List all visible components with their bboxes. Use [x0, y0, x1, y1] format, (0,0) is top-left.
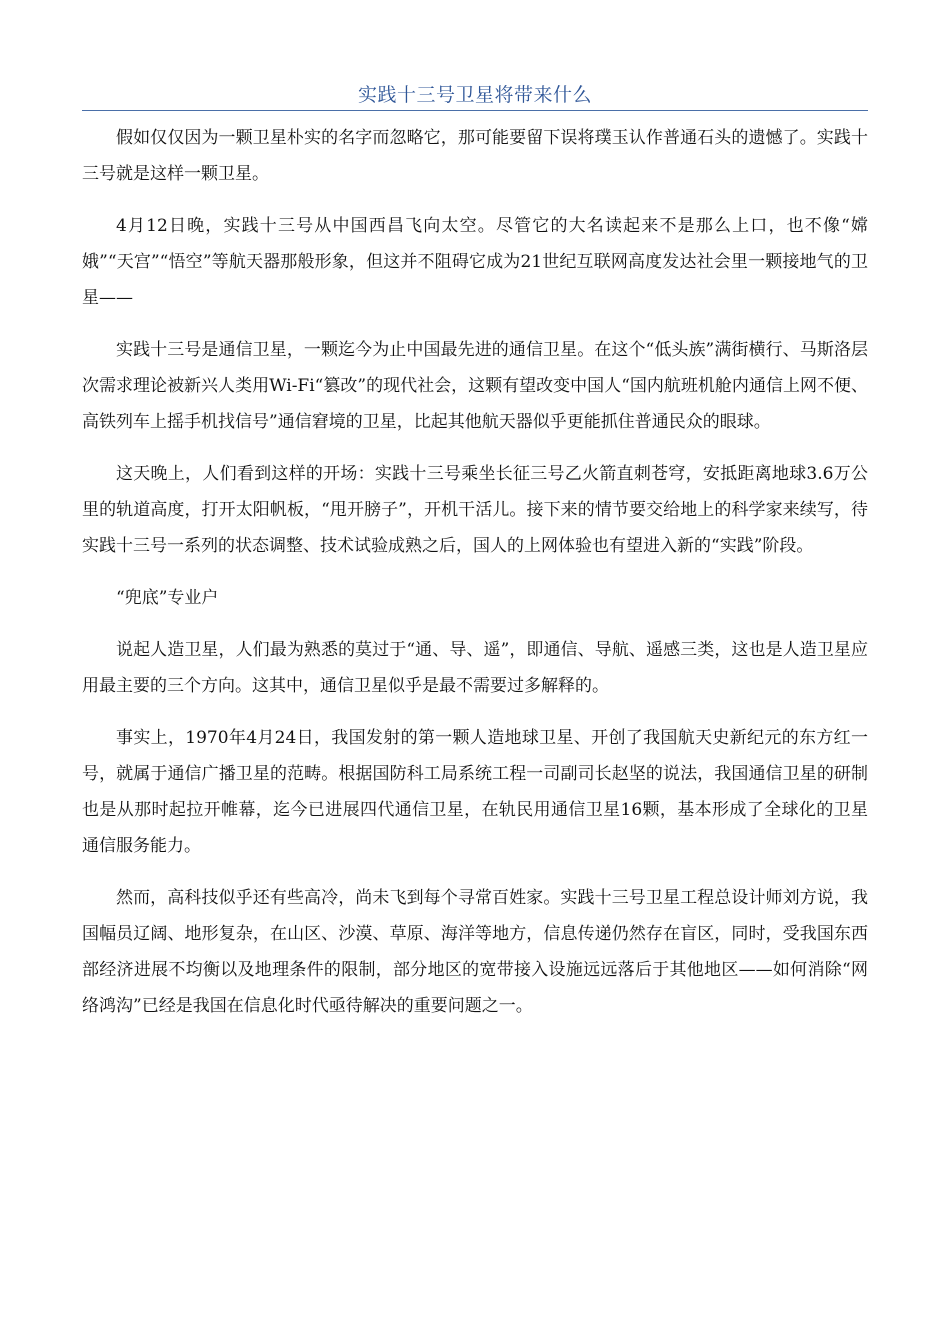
- document-body: [82, 120, 868, 1040]
- paragraph-5: 说起人造卫星，人们最为熟悉的莫过于“通、导、遥”，即通信、导航、遥感三类，这也是人造卫星应用最主要的三个方向。这其中，通信卫星似乎是最不需要过多解释的。: [82, 640, 868, 696]
- paragraph-2: 4月12日晚，实践十三号从中国西昌飞向太空。尽管它的大名读起来不是那么上口，也不像“嫦娥”“天宫”“悟空”等航天器那般形象，但这并不阻碍它成为21世纪互联网高度发达社会里一颗接地气的卫星——: [82, 216, 868, 308]
- paragraph-1: 假如仅仅因为一颗卫星朴实的名字而忽略它，那可能要留下误将璞玉认作普通石头的遗憾了。实践十三号就是这样一颗卫星。: [82, 128, 868, 184]
- document-title: 实践十三号卫星将带来什么: [357, 84, 592, 106]
- paragraph-7: 然而，高科技似乎还有些高冷，尚未飞到每个寻常百姓家。实践十三号卫星工程总设计师刘方说，我国幅员辽阔、地形复杂，在山区、沙漠、草原、海洋等地方，信息传递仍然存在盲区，同时，受我国东西部经济进展不均衡以及地理条件的限制，部分地区的宽带接入设施远远落后于其他地区——如何消除“网络鸿沟”已经是我国在信息化时代亟待解决的重要问题之一。: [82, 888, 868, 1016]
- paragraph-3: 实践十三号是通信卫星，一颗迄今为止中国最先进的通信卫星。在这个“低头族”满街横行、马斯洛层次需求理论被新兴人类用Wi-Fi“篡改”的现代社会，这颗有望改变中国人“国内航班机舱内通信上网不便、高铁列车上摇手机找信号”通信窘境的卫星，比起其他航天器似乎更能抓住普通民众的眼球。: [82, 340, 868, 432]
- paragraph-6: 事实上，1970年4月24日，我国发射的第一颗人造地球卫星、开创了我国航天史新纪元的东方红一号，就属于通信广播卫星的范畴。根据国防科工局系统工程一司副司长赵坚的说法，我国通信卫星的研制也是从那时起拉开帷幕，迄今已进展四代通信卫星，在轨民用通信卫星16颗，基本形成了全球化的卫星通信服务能力。: [82, 728, 868, 856]
- section-subheading: “兜底”专业户: [116, 588, 219, 608]
- document-header: [82, 80, 868, 111]
- paragraph-4: 这天晚上，人们看到这样的开场：实践十三号乘坐长征三号乙火箭直刺苍穹，安抵距离地球3.6万公里的轨道高度，打开太阳帆板，“甩开膀子”，开机干活儿。接下来的情节要交给地上的科学家来续写，待实践十三号一系列的状态调整、技术试验成熟之后，国人的上网体验也有望进入新的“实践”阶段。: [82, 464, 868, 556]
